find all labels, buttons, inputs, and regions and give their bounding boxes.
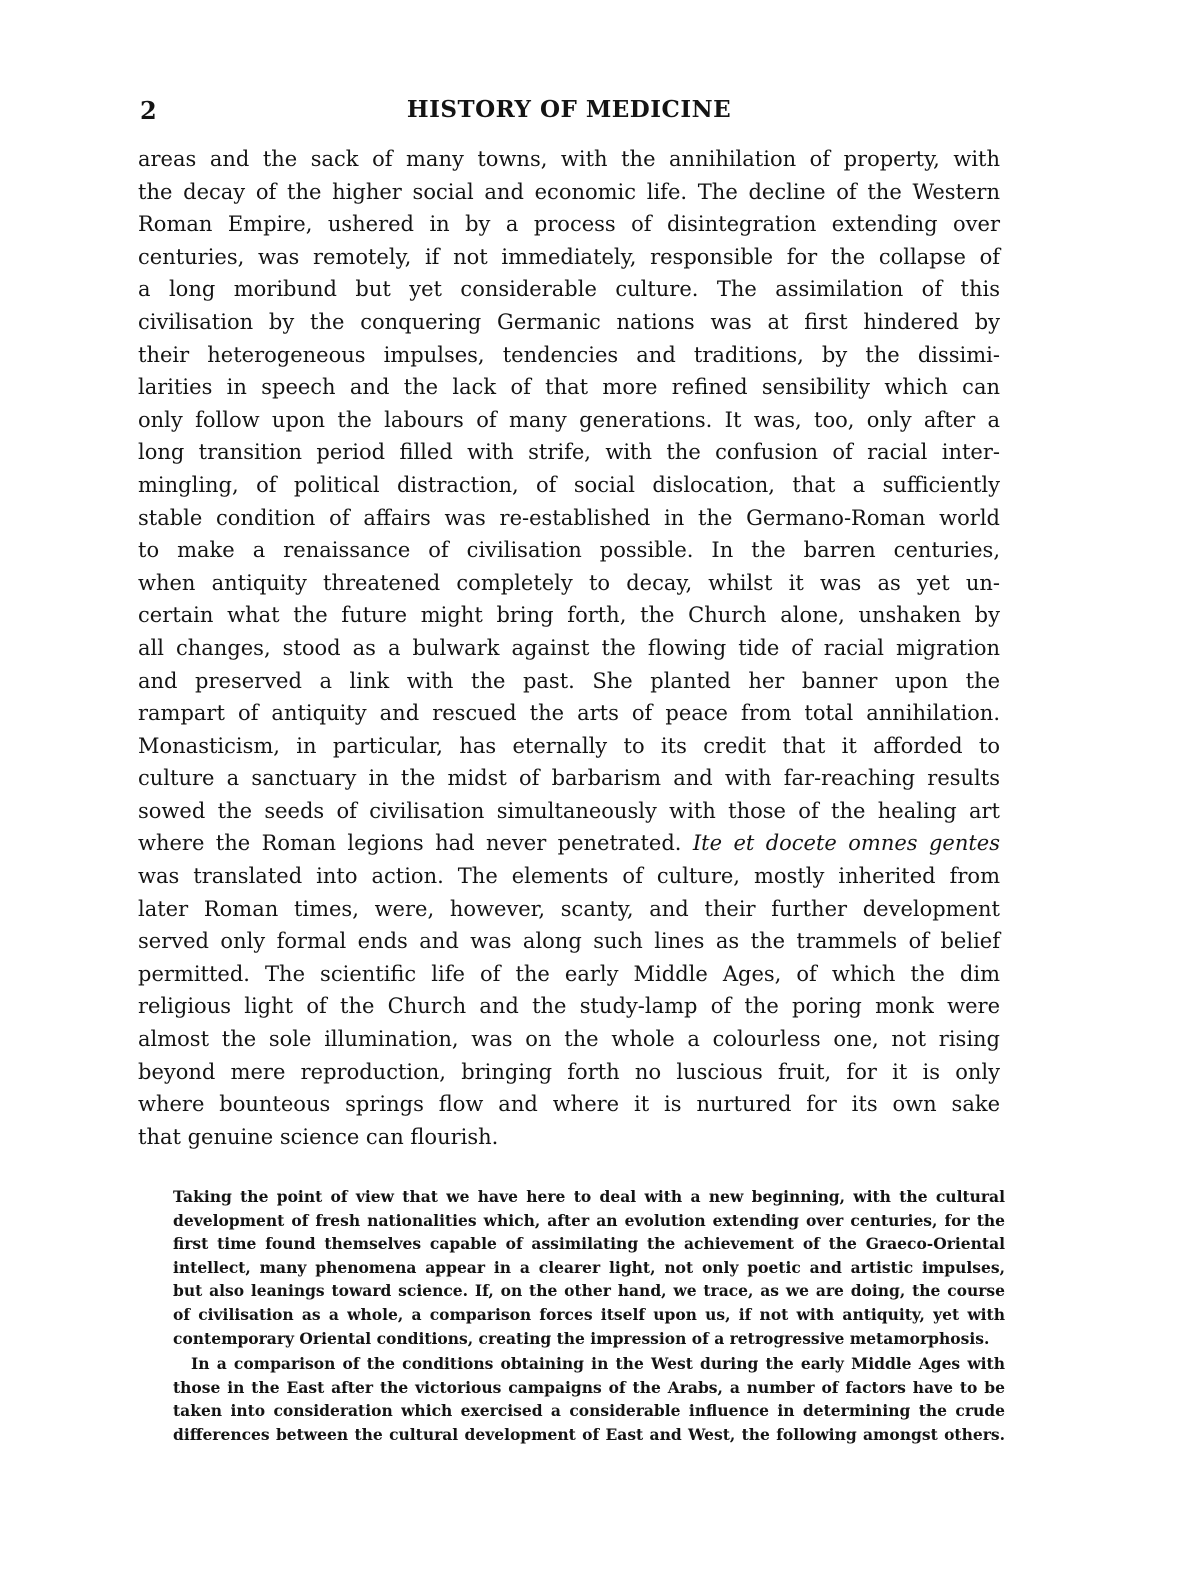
footnote-line: of civilisation as a whole, a comparison forces itself upon us, if not with antiquity, yet with	[173, 1304, 1005, 1324]
text-segment: where the Roman legions had never penetrated.	[138, 831, 682, 856]
text-line: certain what the future might bring forth, the Church alone, unshaken by	[138, 603, 1000, 628]
text-line: rampart of antiquity and rescued the arts of peace from total annihilation.	[138, 701, 1000, 726]
text-line: and preserved a link with the past. She planted her banner upon the	[138, 668, 1000, 693]
footnote-line: but also leanings toward science. If, on the other hand, we trace, as we are doing, the course	[173, 1281, 1005, 1301]
footnote-line: contemporary Oriental conditions, creating the impression of a retrogressive metamorphosis.	[173, 1328, 990, 1348]
text-line: areas and the sack of many towns, with the annihilation of property, with	[138, 147, 1000, 171]
text-line: a long moribund but yet considerable culture. The assimilation of this	[138, 277, 1000, 302]
text-line: almost the sole illumination, was on the whole a colourless one, not rising	[138, 1027, 1000, 1052]
text-line: culture a sanctuary in the midst of barbarism and with far-reaching results	[138, 766, 1000, 791]
text-line: when antiquity threatened completely to decay, whilst it was as yet un-	[138, 570, 1000, 595]
text-line: that genuine science can flourish.	[138, 1124, 499, 1149]
text-line: religious light of the Church and the study-lamp of the poring monk were	[138, 994, 1000, 1019]
text-line: all changes, stood as a bulwark against the flowing tide of racial migration	[138, 635, 1000, 660]
latin-quote: Ite et docete omnes gentes	[692, 831, 1000, 856]
text-line: where bounteous springs flow and where it is nurtured for its own sake	[138, 1092, 1000, 1117]
text-line-with-italic	[138, 827, 1000, 860]
footnote-paragraph-1	[173, 1185, 1005, 1350]
text-line: their heterogeneous impulses, tendencies and traditions, by the dissimi-	[138, 342, 1000, 367]
text-line: civilisation by the conquering Germanic nations was at first hindered by	[138, 309, 1000, 334]
footnote-line: differences between the cultural development of East and West, the following amongst others.	[173, 1424, 1005, 1444]
running-title: HISTORY OF MEDICINE	[406, 96, 732, 123]
text-line: only follow upon the labours of many generations. It was, too, only after a	[138, 407, 1000, 432]
footnote-line: intellect, many phenomena appear in a clearer light, not only poetic and artistic impulses,	[173, 1257, 1005, 1277]
text-line: sowed the seeds of civilisation simultaneously with those of the healing art	[138, 798, 1000, 823]
text-line: stable condition of affairs was re-established in the Germano-Roman world	[138, 505, 1000, 530]
footnote-line: development of fresh nationalities which, after an evolution extending over centuries, for the	[173, 1210, 1005, 1230]
page-number: 2	[140, 96, 157, 125]
footnote-block	[173, 1185, 1005, 1447]
main-text	[138, 143, 1000, 1153]
footnote-line: Taking the point of view that we have here to deal with a new beginning, with the cultural	[173, 1187, 1005, 1206]
footnote-line: In a comparison of the conditions obtaining in the West during the early Middle Ages with	[191, 1354, 1005, 1374]
text-line: later Roman times, were, however, scanty, and their further development	[138, 896, 1000, 921]
text-line: mingling, of political distraction, of social dislocation, that a sufficiently	[138, 472, 1000, 497]
text-line: permitted. The scientific life of the early Middle Ages, of which the dim	[138, 961, 1000, 986]
text-line: Roman Empire, ushered in by a process of disintegration extending over	[138, 212, 1000, 237]
text-line: beyond mere reproduction, bringing forth no luscious fruit, for it is only	[138, 1059, 1000, 1084]
text-line: the decay of the higher social and economic life. The decline of the Western	[138, 179, 1000, 204]
footnote-line: taken into consideration which exercised a considerable influence in determining the crude	[173, 1401, 1005, 1421]
page-header	[138, 96, 1000, 136]
footnote-line: those in the East after the victorious campaigns of the Arabs, a number of factors have to be	[173, 1377, 1005, 1397]
text-line: centuries, was remotely, if not immediately, responsible for the collapse of	[138, 244, 1000, 269]
text-line: long transition period filled with strife, with the confusion of racial inter-	[138, 440, 1000, 465]
text-line: to make a renaissance of civilisation possible. In the barren centuries,	[138, 538, 1000, 563]
footnote-line: first time found themselves capable of assimilating the achievement of the Graeco-Oriental	[173, 1234, 1005, 1254]
text-line: was translated into action. The elements of culture, mostly inherited from	[138, 864, 1000, 889]
text-line: served only formal ends and was along such lines as the trammels of belief	[138, 929, 1000, 954]
footnote-paragraph-2	[173, 1352, 1005, 1446]
text-line: larities in speech and the lack of that more refined sensibility which can	[138, 375, 1000, 400]
text-line: Monasticism, in particular, has eternally to its credit that it afforded to	[138, 733, 1000, 758]
